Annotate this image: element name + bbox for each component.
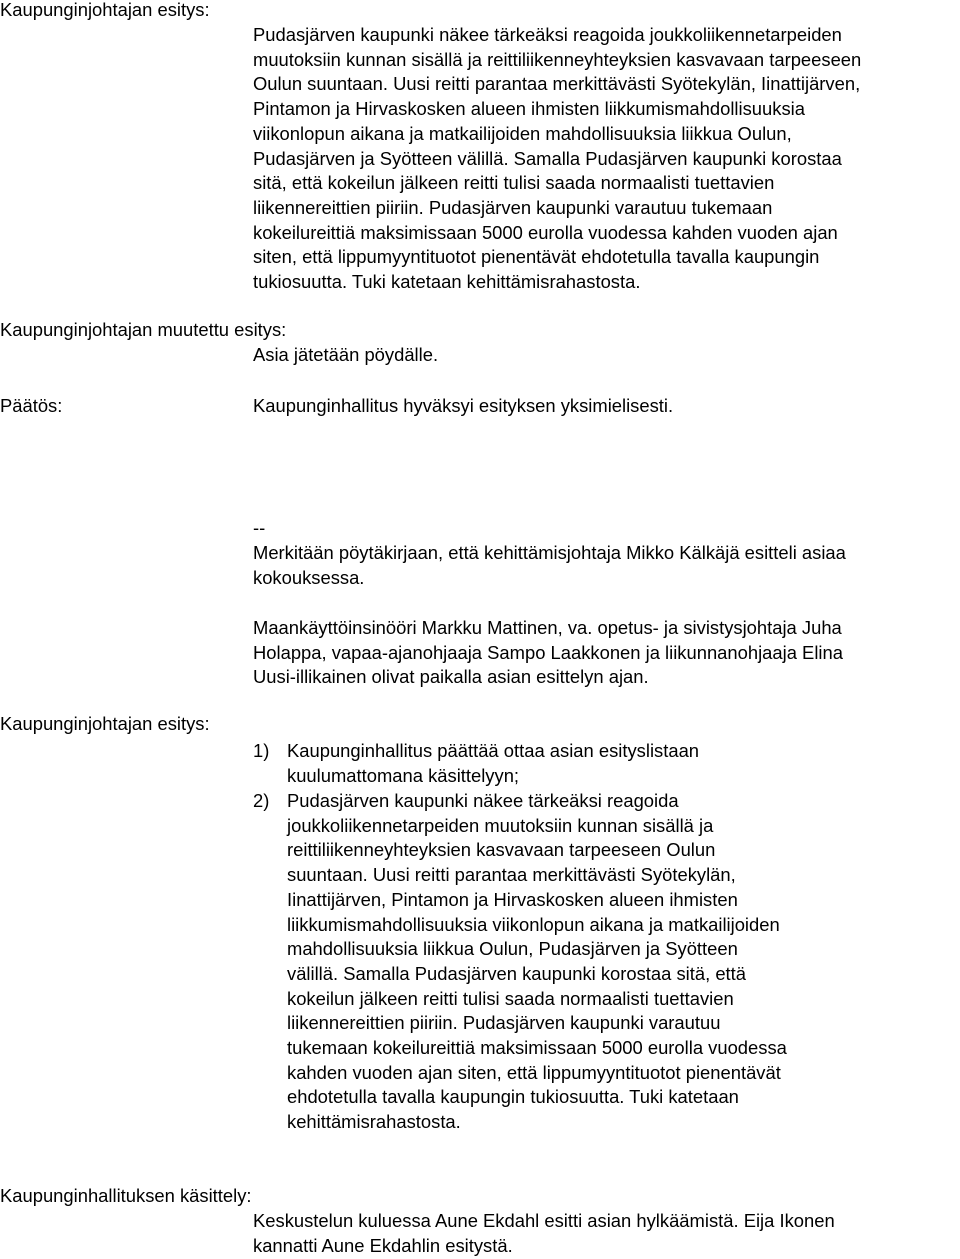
- proposal-paragraph: Pudasjärven kaupunki näkee tärkeäksi reagoida joukkoliikennetarpeiden muutoksiin kunnan sisällä ja reittiliikenneyhteyksien kasvavaan tarpeeseen Oulun suuntaan. Uusi reitti parantaa merkittävästi Syötekylän, Iinattijärven, Pintamon ja Hirvaskosken alueen ihmisten liikkumismahdollisuuksia viikonlopun aikana ja matkailijoiden mahdollisuuksia liikkua Oulun, Pudasjärven ja Syötteen välillä. Samalla Pudasjärven kaupunki korostaa sitä, että kokeilun jälkeen reitti tulisi saada normaalisti tuettavien liikennereittien piiriin. Pudasjärven kaupunki varautuu tukemaan kokeilureittiä maksimissaan 5000 eurolla vuodessa kahden vuoden ajan siten, että lippumyyntituotot pienentävät ehdotetulla tavalla kaupungin tukiosuutta. Tuki katetaan kehittämisrahastosta.: [253, 24, 862, 293]
- section-label-kaupunginjohtajan-esitys: Kaupunginjohtajan esitys:: [0, 0, 210, 20]
- section-label-muutettu-esitys: Kaupunginjohtajan muutettu esitys:: [0, 319, 287, 340]
- section-label-kasittely: Kaupunginhallituksen käsittely:: [0, 1185, 252, 1206]
- decision-text: Kaupunginhallitus hyväksyi esityksen yksimielisesti.: [253, 395, 674, 416]
- section-label-kaupunginjohtajan-esitys-2: Kaupunginjohtajan esitys:: [0, 713, 210, 734]
- minutes-note-presenter: Merkitään pöytäkirjaan, että kehittämisjohtaja Mikko Kälkäjä esitteli asiaa kokouksessa.: [253, 542, 846, 588]
- modified-proposal-text: Asia jätetään pöydälle.: [253, 344, 439, 365]
- separator-dashes: --: [253, 517, 266, 538]
- section-label-paatos: Päätös:: [0, 395, 63, 416]
- handling-paragraph: Keskustelun kuluessa Aune Ekdahl esitti asian hylkäämistä. Eija Ikonen kannatti Aune Ekdahlin esitystä.: [253, 1210, 835, 1256]
- minutes-note-attendees: Maankäyttöinsinööri Markku Mattinen, va. opetus- ja sivistysjohtaja Juha Holappa, vapaa-ajanohjaaja Sampo Laakkonen ja liikunnanohjaaja Elina Uusi-illikainen olivat paikalla asian esittelyn ajan.: [253, 617, 843, 688]
- list-item-number: 1): [253, 740, 270, 761]
- list-item-number: 2): [253, 790, 270, 811]
- list-item-text: Kaupunginhallitus päättää ottaa asian esityslistaan kuulumattomana käsittelyyn;: [287, 740, 700, 786]
- list-item-text: Pudasjärven kaupunki näkee tärkeäksi reagoida joukkoliikennetarpeiden muutoksiin kunnan sisällä ja reittiliikenneyhteyksien kasvavaan tarpeeseen Oulun suuntaan. Uusi reitti parantaa merkittävästi Syötekylän, Iinattijärven, Pintamon ja Hirvaskosken alueen ihmisten liikkumismahdollisuuksia viikonlopun aikana ja matkailijoiden mahdollisuuksia liikkua Oulun, Pudasjärven ja Syötteen välillä. Samalla Pudasjärven kaupunki korostaa sitä, että kokeilun jälkeen reitti tulisi saada normaalisti tuettavien liikennereittien piiriin. Pudasjärven kaupunki varautuu tukemaan kokeilureittiä maksimissaan 5000 eurolla vuodessa kahden vuoden ajan siten, että lippumyyntituotot pienentävät ehdotetulla tavalla kaupungin tukiosuutta. Tuki katetaan kehittämisrahastosta.: [287, 790, 787, 1133]
